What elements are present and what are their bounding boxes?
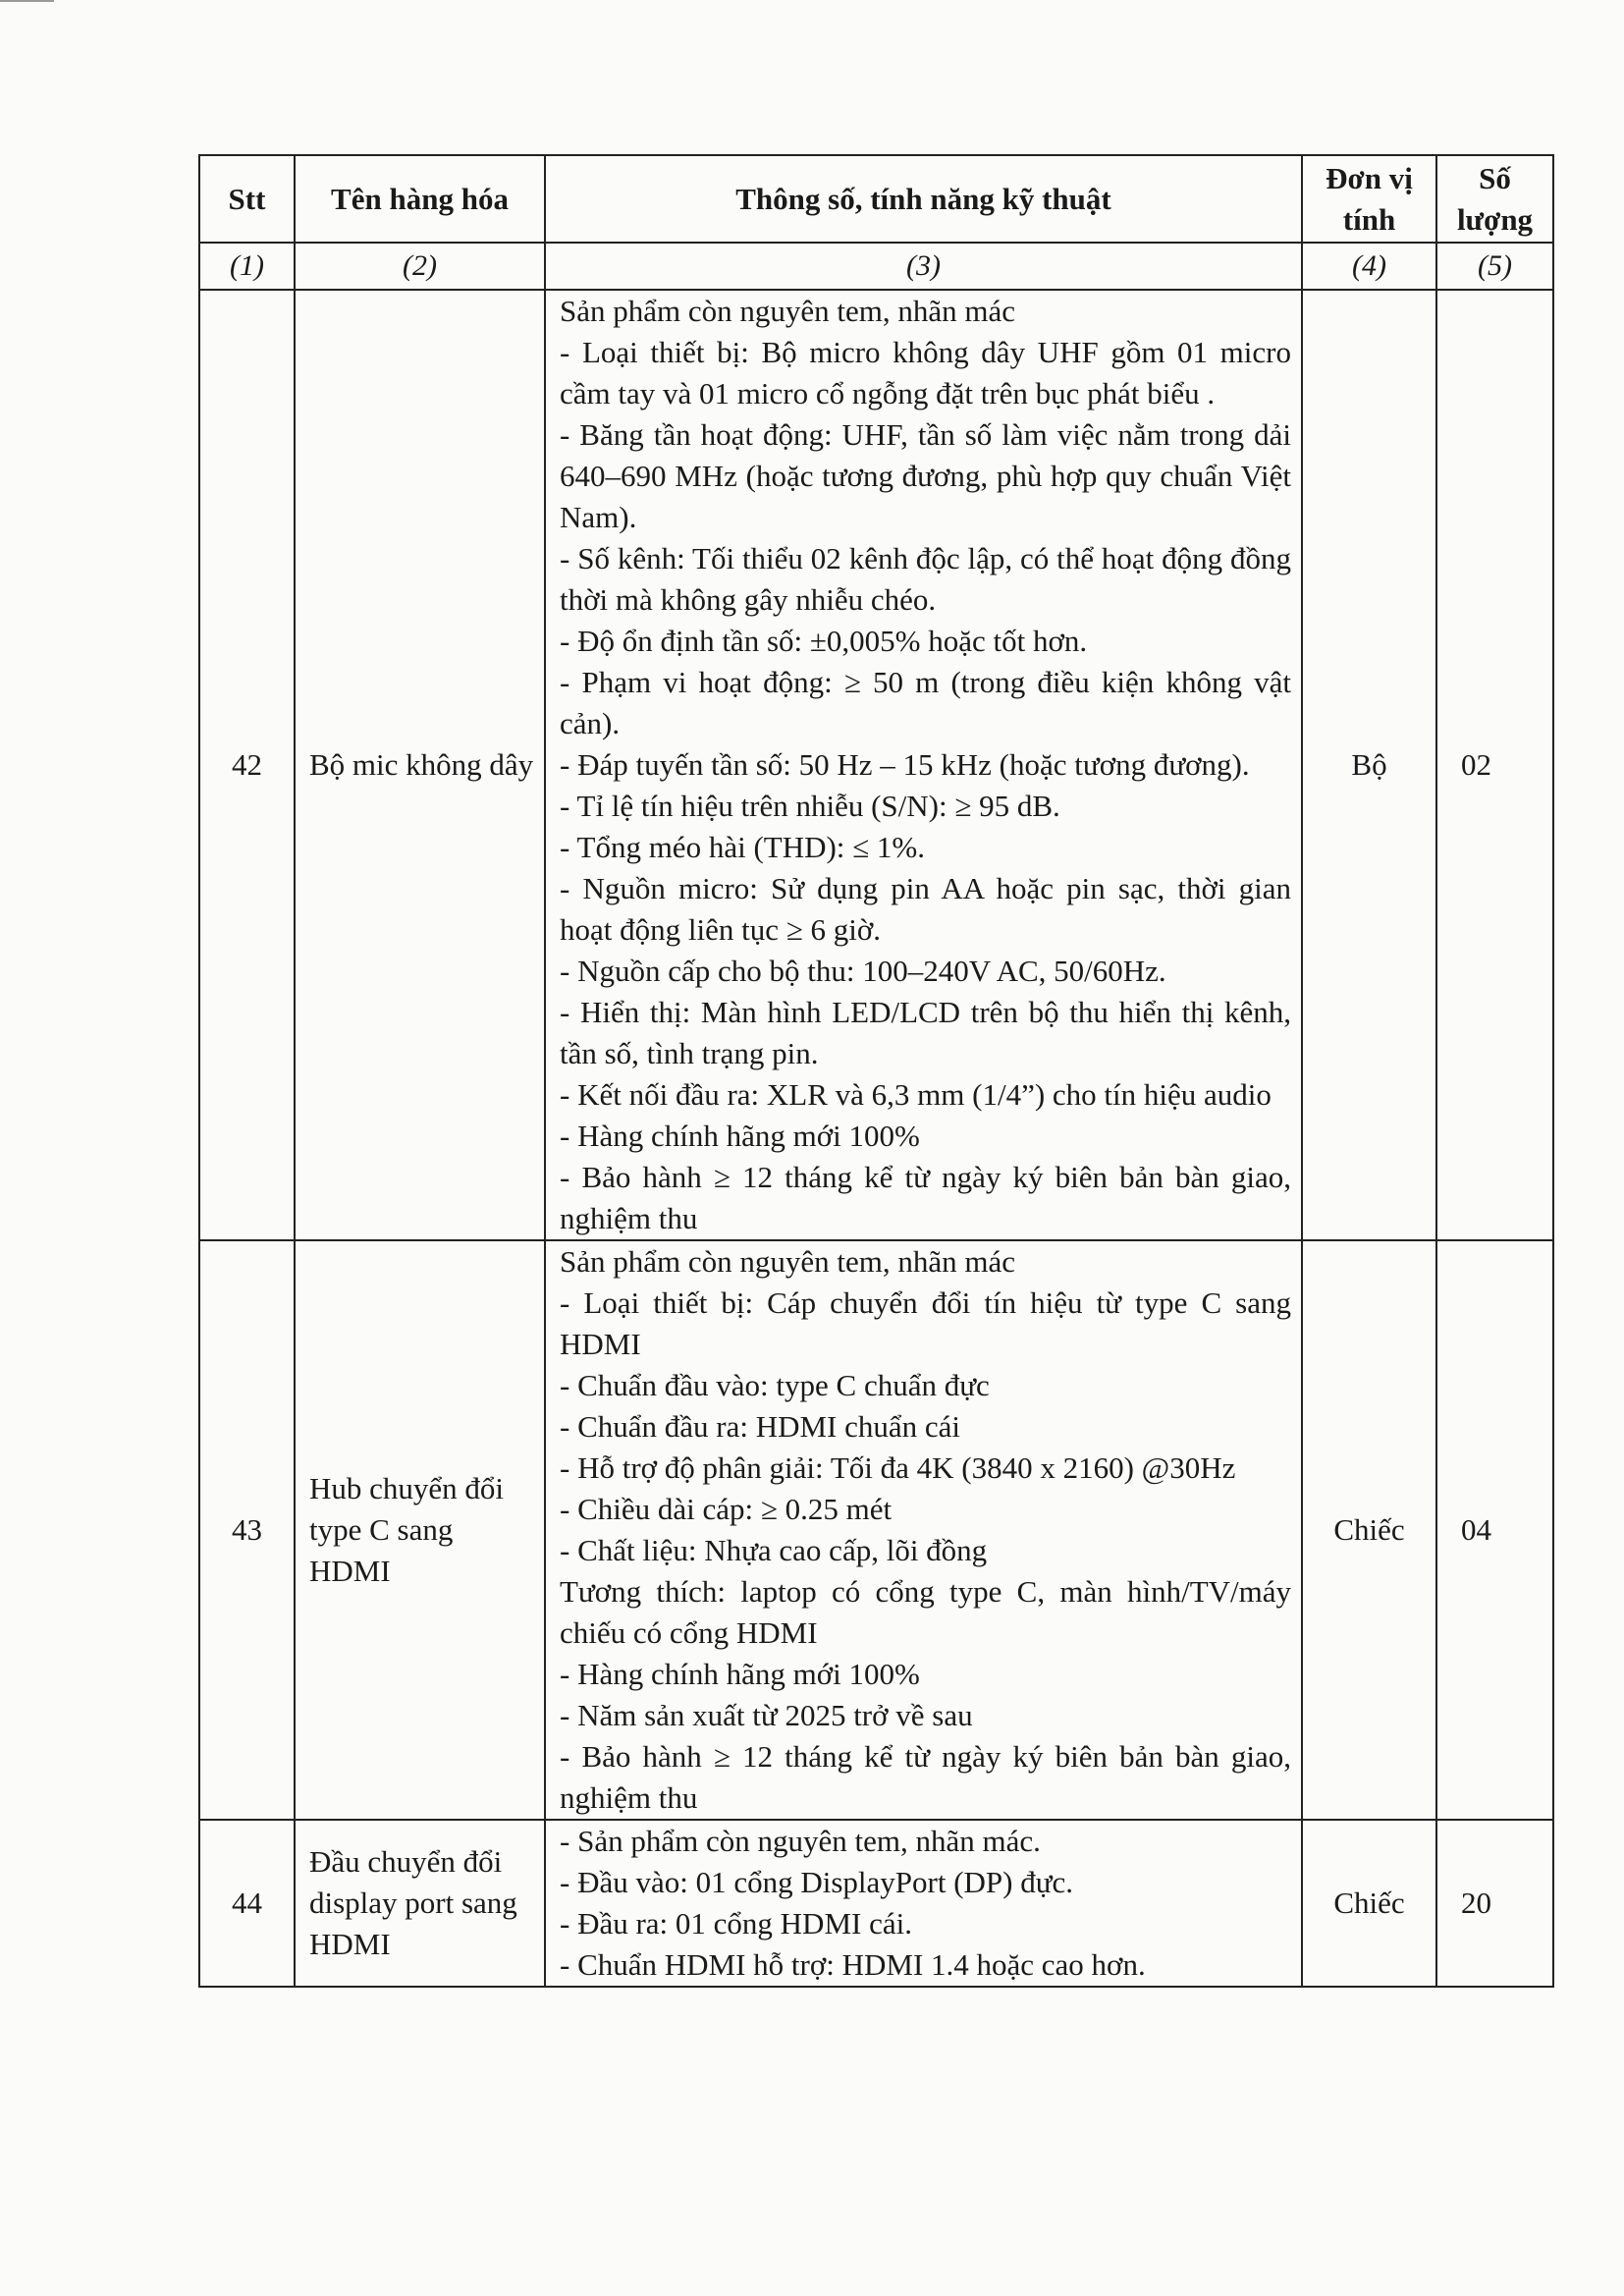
spec-line: - Số kênh: Tối thiểu 02 kênh độc lập, có thể hoạt động đồng thời mà không gây nhiễu chéo. bbox=[560, 541, 1299, 617]
spec-line: - Loại thiết bị: Cáp chuyển đổi tín hiệu từ type C sang HDMI bbox=[560, 1285, 1299, 1361]
row-stt: 43 bbox=[199, 1240, 295, 1820]
col-number-4: (4) bbox=[1302, 243, 1436, 290]
table-row bbox=[199, 290, 1553, 1240]
spec-line: - Chuẩn đầu vào: type C chuẩn đực bbox=[560, 1368, 990, 1402]
spec-line: - Đầu vào: 01 cổng DisplayPort (DP) đực. bbox=[560, 1865, 1074, 1899]
spec-line: - Kết nối đầu ra: XLR và 6,3 mm (1/4”) cho tín hiệu audio bbox=[560, 1077, 1272, 1112]
col-number-5: (5) bbox=[1436, 243, 1553, 290]
row-spec bbox=[545, 1240, 1302, 1820]
table-row bbox=[199, 1820, 1553, 1987]
spec-line: - Băng tần hoạt động: UHF, tần số làm việc nằm trong dải 640–690 MHz (hoặc tương đương, phù hợp quy chuẩn Việt Nam). bbox=[560, 417, 1299, 534]
row-stt: 44 bbox=[199, 1820, 295, 1987]
header-stt: Stt bbox=[199, 155, 295, 243]
row-item-name: Đầu chuyển đổi display port sang HDMI bbox=[295, 1820, 545, 1987]
spec-table bbox=[198, 154, 1554, 1988]
column-number-row bbox=[199, 243, 1553, 290]
row-qty: 02 bbox=[1436, 290, 1553, 1240]
spec-line: - Đáp tuyến tần số: 50 Hz – 15 kHz (hoặc tương đương). bbox=[560, 747, 1250, 782]
spec-line: - Tỉ lệ tín hiệu trên nhiễu (S/N): ≥ 95 dB. bbox=[560, 789, 1060, 823]
col-number-1: (1) bbox=[199, 243, 295, 290]
spec-line: - Chuẩn đầu ra: HDMI chuẩn cái bbox=[560, 1409, 961, 1444]
table-row bbox=[199, 1240, 1553, 1820]
row-qty: 20 bbox=[1436, 1820, 1553, 1987]
row-spec bbox=[545, 1820, 1302, 1987]
spec-line: - Chất liệu: Nhựa cao cấp, lõi đồng bbox=[560, 1533, 988, 1567]
header-spec: Thông số, tính năng kỹ thuật bbox=[545, 155, 1302, 243]
row-qty: 04 bbox=[1436, 1240, 1553, 1820]
row-unit: Chiếc bbox=[1302, 1240, 1436, 1820]
spec-line: - Nguồn micro: Sử dụng pin AA hoặc pin sạc, thời gian hoạt động liên tục ≥ 6 giờ. bbox=[560, 871, 1299, 947]
spec-line: - Loại thiết bị: Bộ micro không dây UHF gồm 01 micro cầm tay và 01 micro cổ ngỗng đặt trên bục phát biểu . bbox=[560, 335, 1299, 410]
spec-line: - Hàng chính hãng mới 100% bbox=[560, 1657, 920, 1691]
spec-line: - Phạm vi hoạt động: ≥ 50 m (trong điều kiện không vật cản). bbox=[560, 665, 1299, 740]
spec-line: Sản phẩm còn nguyên tem, nhãn mác bbox=[560, 294, 1016, 328]
spec-line: Tương thích: laptop có cổng type C, màn hình/TV/máy chiếu có cổng HDMI bbox=[560, 1574, 1299, 1650]
spec-line: - Chuẩn HDMI hỗ trợ: HDMI 1.4 hoặc cao hơn. bbox=[560, 1947, 1146, 1982]
spec-line: - Hàng chính hãng mới 100% bbox=[560, 1119, 920, 1153]
spec-line: - Đầu ra: 01 cổng HDMI cái. bbox=[560, 1906, 912, 1941]
row-unit: Chiếc bbox=[1302, 1820, 1436, 1987]
spec-line: Sản phẩm còn nguyên tem, nhãn mác bbox=[560, 1244, 1016, 1279]
col-number-2: (2) bbox=[295, 243, 545, 290]
spec-line: - Độ ổn định tần số: ±0,005% hoặc tốt hơn. bbox=[560, 624, 1088, 658]
row-item-name: Hub chuyển đổi type C sang HDMI bbox=[295, 1240, 545, 1820]
col-number-3: (3) bbox=[545, 243, 1302, 290]
header-name: Tên hàng hóa bbox=[295, 155, 545, 243]
scan-edge-line bbox=[0, 0, 54, 2]
header-row bbox=[199, 155, 1553, 243]
spec-line: - Hiển thị: Màn hình LED/LCD trên bộ thu hiển thị kênh, tần số, tình trạng pin. bbox=[560, 995, 1299, 1070]
spec-line: - Hỗ trợ độ phân giải: Tối đa 4K (3840 x 2160) @30Hz bbox=[560, 1450, 1236, 1485]
spec-line: - Nguồn cấp cho bộ thu: 100–240V AC, 50/60Hz. bbox=[560, 954, 1166, 988]
spec-line: - Chiều dài cáp: ≥ 0.25 mét bbox=[560, 1492, 893, 1526]
spec-line: - Bảo hành ≥ 12 tháng kể từ ngày ký biên bản bàn giao, nghiệm thu bbox=[560, 1160, 1299, 1235]
spec-line: - Năm sản xuất từ 2025 trở về sau bbox=[560, 1698, 973, 1732]
row-item-name: Bộ mic không dây bbox=[295, 290, 545, 1240]
row-unit: Bộ bbox=[1302, 290, 1436, 1240]
row-spec bbox=[545, 290, 1302, 1240]
spec-line: - Tổng méo hài (THD): ≤ 1%. bbox=[560, 830, 925, 864]
spec-line: - Sản phẩm còn nguyên tem, nhãn mác. bbox=[560, 1824, 1041, 1858]
header-qty: Số lượng bbox=[1436, 155, 1553, 243]
row-stt: 42 bbox=[199, 290, 295, 1240]
header-unit: Đơn vị tính bbox=[1302, 155, 1436, 243]
spec-line: - Bảo hành ≥ 12 tháng kể từ ngày ký biên bản bàn giao, nghiệm thu bbox=[560, 1739, 1299, 1815]
